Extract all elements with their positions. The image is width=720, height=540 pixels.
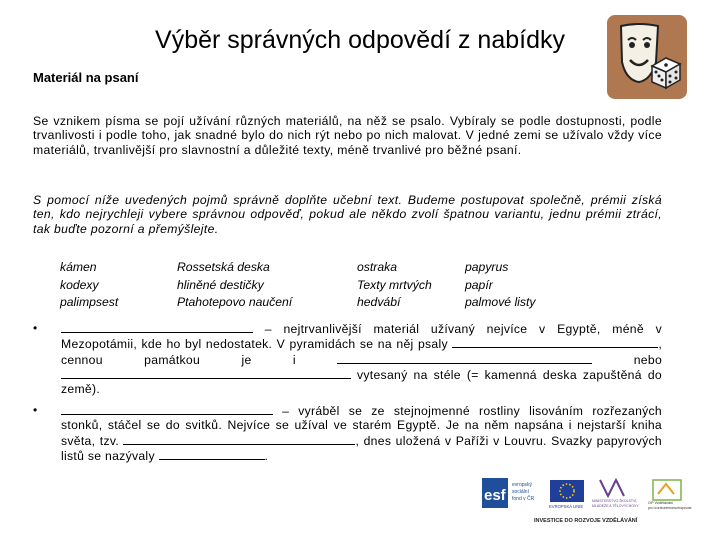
- term-item: ostraka: [357, 260, 397, 274]
- term-item: palimpsest: [60, 295, 119, 309]
- msmt-text-2: MLÁDEŽE A TĚLOVÝCHOVY: [592, 504, 639, 508]
- answer-blank[interactable]: [61, 367, 351, 379]
- exercise-item-2: [33, 403, 662, 463]
- terms-column-4: [465, 259, 535, 312]
- exercise-text: .: [264, 448, 269, 463]
- section-subtitle: Materiál na psaní: [33, 70, 139, 85]
- intro-paragraph: Se vznikem písma se pojí užívání různých materiálů, na něž se psalo. Vybíraly se podle dostupnosti, podle trvanlivosti i podle toho, jak snadné bylo do nich rýt nebo po nich malovat. V jedné zemi se užívalo vždy více materiálů, trvanlivější pro slavnostní a důležité texty, méně trvanlivé pro běžné psaní.: [33, 114, 662, 157]
- esf-text-3: fond v ČR: [512, 496, 535, 502]
- op-text-1: OP Vzdělávání: [648, 501, 674, 505]
- page-title: Výběr správných odpovědí z nabídky: [155, 26, 565, 54]
- terms-column-2: [177, 259, 292, 312]
- answer-blank[interactable]: [159, 448, 265, 460]
- funding-logos-footer: [478, 474, 700, 528]
- exercise-text: , dnes uložená v Paříži v Louvru. Svazky papyrových listů se nazývaly: [61, 433, 662, 463]
- exercise-text: , cennou památkou je i: [61, 337, 663, 367]
- term-item: hliněné destičky: [177, 277, 264, 292]
- exercise-text: nebo: [633, 352, 663, 367]
- term-item: hedvábí: [357, 295, 401, 309]
- term-item: papyrus: [465, 260, 509, 274]
- answer-blank[interactable]: [452, 336, 658, 348]
- op-vk-logo-icon: [648, 480, 692, 510]
- term-item: kodexy: [60, 277, 99, 292]
- bullet-marker: •: [33, 403, 38, 417]
- answer-blank[interactable]: [123, 433, 355, 445]
- terms-column-1: [60, 259, 118, 312]
- term-item: kámen: [60, 260, 97, 274]
- term-item: Rossetská deska: [177, 260, 270, 274]
- esf-label: esf: [484, 487, 506, 504]
- answer-blank[interactable]: [61, 321, 253, 333]
- msmt-logo-icon: [592, 480, 639, 508]
- term-item: Texty mrtvých: [357, 277, 432, 292]
- esf-text-2: sociální: [512, 489, 529, 495]
- msmt-text-1: MINISTERSTVO ŠKOLSTVÍ,: [592, 499, 638, 503]
- esf-logo-icon: [482, 478, 535, 508]
- funding-slogan: INVESTICE DO ROZVOJE VZDĚLÁVÁNÍ: [534, 518, 638, 524]
- term-item: Ptahotepovo naučení: [177, 295, 293, 309]
- theater-dice-logo-icon: [606, 14, 688, 100]
- term-item: papír: [465, 277, 493, 292]
- exercise-text: vytesaný na stéle (= kamenná deska zapuštěná do země).: [61, 367, 662, 397]
- bullet-marker: •: [33, 321, 38, 335]
- instructions-paragraph: S pomocí níže uvedených pojmů správně doplňte učební text. Budeme postupovat společně, prémii získá ten, kdo nejrychleji vybere správnou odpověď, pokud ale někdo zvolí špatnou variantu, jednu prémii ztrácí, tak buďte pozorní a přemýšlejte.: [33, 193, 662, 236]
- esf-text-1: evropský: [512, 482, 533, 488]
- exercise-item-1: [33, 321, 662, 396]
- op-text-2: pro konkurenceschopnost: [648, 506, 692, 510]
- eu-flag-icon: [549, 480, 584, 509]
- answer-blank[interactable]: [61, 403, 273, 415]
- exercise-text: – vyráběl se ze stejnojmenné rostliny lisováním rozřezaných stonků, stáčel se do svitků. Nejvíce se užíval ve starém Egyptě. Je na něm napsána i nejstarší kniha světa, tzv.: [61, 404, 663, 448]
- eu-text: EVROPSKÁ UNIE: [549, 504, 584, 509]
- term-item: palmové listy: [465, 295, 536, 309]
- terms-column-3: [357, 259, 432, 312]
- answer-blank[interactable]: [337, 352, 592, 364]
- exercise-text: – nejtrvanlivější materiál užívaný nejvíce v Egyptě, méně v Mezopotámii, kde ho byl nedostatek. V pyramidách se na něj psaly: [61, 322, 662, 352]
